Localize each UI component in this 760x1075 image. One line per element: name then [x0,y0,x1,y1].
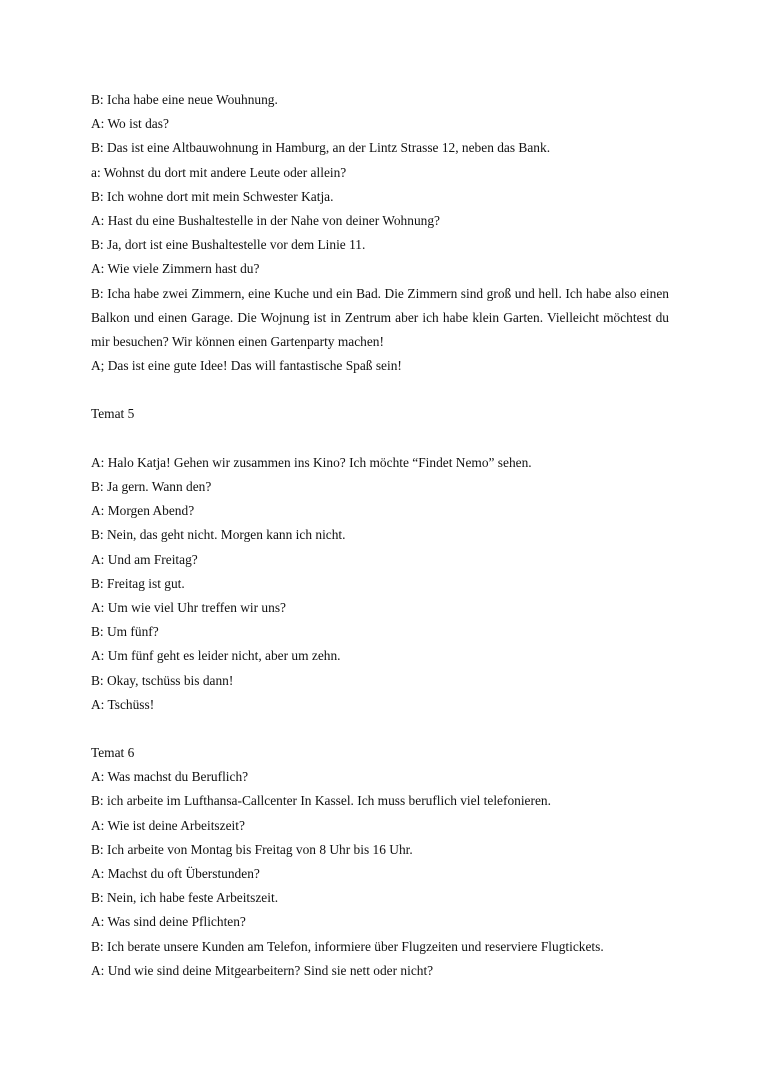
dialogue-line: B: Ich arbeite von Montag bis Freitag von 8 Uhr bis 16 Uhr. [91,841,413,857]
dialogue-paragraph: B: Icha habe zwei Zimmern, eine Kuche und ein Bad. Die Zimmern sind groß und hell. Ich habe also einen Balkon und einen Garage. Die Wojnung ist in Zentrum aber ich habe klein Garten. Vielleicht möchtest du mir besuchen? Wir können einen Gartenparty machen! [91,285,669,349]
dialogue-line: B: Das ist eine Altbauwohnung in Hamburg, an der Lintz Strasse 12, neben das Bank. [91,140,551,156]
document-page [91,88,669,983]
dialogue-line: A: Um wie viel Uhr treffen wir uns? [91,599,286,615]
dialogue-line: B: Ja gern. Wann den? [91,479,212,495]
dialogue-line: A: Morgen Abend? [91,503,195,519]
blank-line [91,427,669,451]
dialogue-line: B: Icha habe eine neue Wouhnung. [91,92,278,107]
dialogue-line: A; Das ist eine gute Idee! Das will fantastische Spaß sein! [91,358,402,374]
dialogue-line: A: Und wie sind deine Mitgearbeitern? Sind sie nett oder nicht? [91,962,434,978]
blank-line [91,717,669,741]
dialogue-line: A: Um fünf geht es leider nicht, aber um zehn. [91,648,341,664]
dialogue-line: B: Ich wohne dort mit mein Schwester Katja. [91,188,334,204]
dialogue-line: B: Nein, ich habe feste Arbeitszeit. [91,890,279,906]
dialogue-line: A: Wo ist das? [91,116,169,132]
dialogue-line: A: Hast du eine Bushaltestelle in der Nahe von deiner Wohnung? [91,212,440,228]
dialogue-line: a: Wohnst du dort mit andere Leute oder allein? [91,164,347,180]
dialogue-line: B: Nein, das geht nicht. Morgen kann ich nicht. [91,527,346,543]
dialogue-line: A: Was sind deine Pflichten? [91,914,246,930]
dialogue-line: A: Und am Freitag? [91,551,198,567]
blank-line [91,378,669,402]
dialogue-line: A: Wie viele Zimmern hast du? [91,261,260,277]
section-heading: Temat 6 [91,745,135,761]
dialogue-line: A: Machst du oft Überstunden? [91,866,260,882]
dialogue-line: A: Was machst du Beruflich? [91,769,249,785]
section-heading: Temat 5 [91,406,135,422]
dialogue-line: A: Halo Katja! Gehen wir zusammen ins Kino? Ich möchte “Findet Nemo” sehen. [91,454,532,470]
dialogue-line: B: Okay, tschüss bis dann! [91,672,234,688]
dialogue-line: B: Um fünf? [91,624,159,640]
dialogue-line: B: ich arbeite im Lufthansa-Callcenter In Kassel. Ich muss beruflich viel telefonieren. [91,793,551,809]
dialogue-line: A: Tschüss! [91,696,155,712]
dialogue-line: A: Wie ist deine Arbeitszeit? [91,817,245,833]
dialogue-line: B: Ich berate unsere Kunden am Telefon, informiere über Flugzeiten und reserviere Flugtickets. [91,938,604,954]
dialogue-line: B: Ja, dort ist eine Bushaltestelle vor dem Linie 11. [91,237,366,253]
dialogue-line: B: Freitag ist gut. [91,575,185,591]
